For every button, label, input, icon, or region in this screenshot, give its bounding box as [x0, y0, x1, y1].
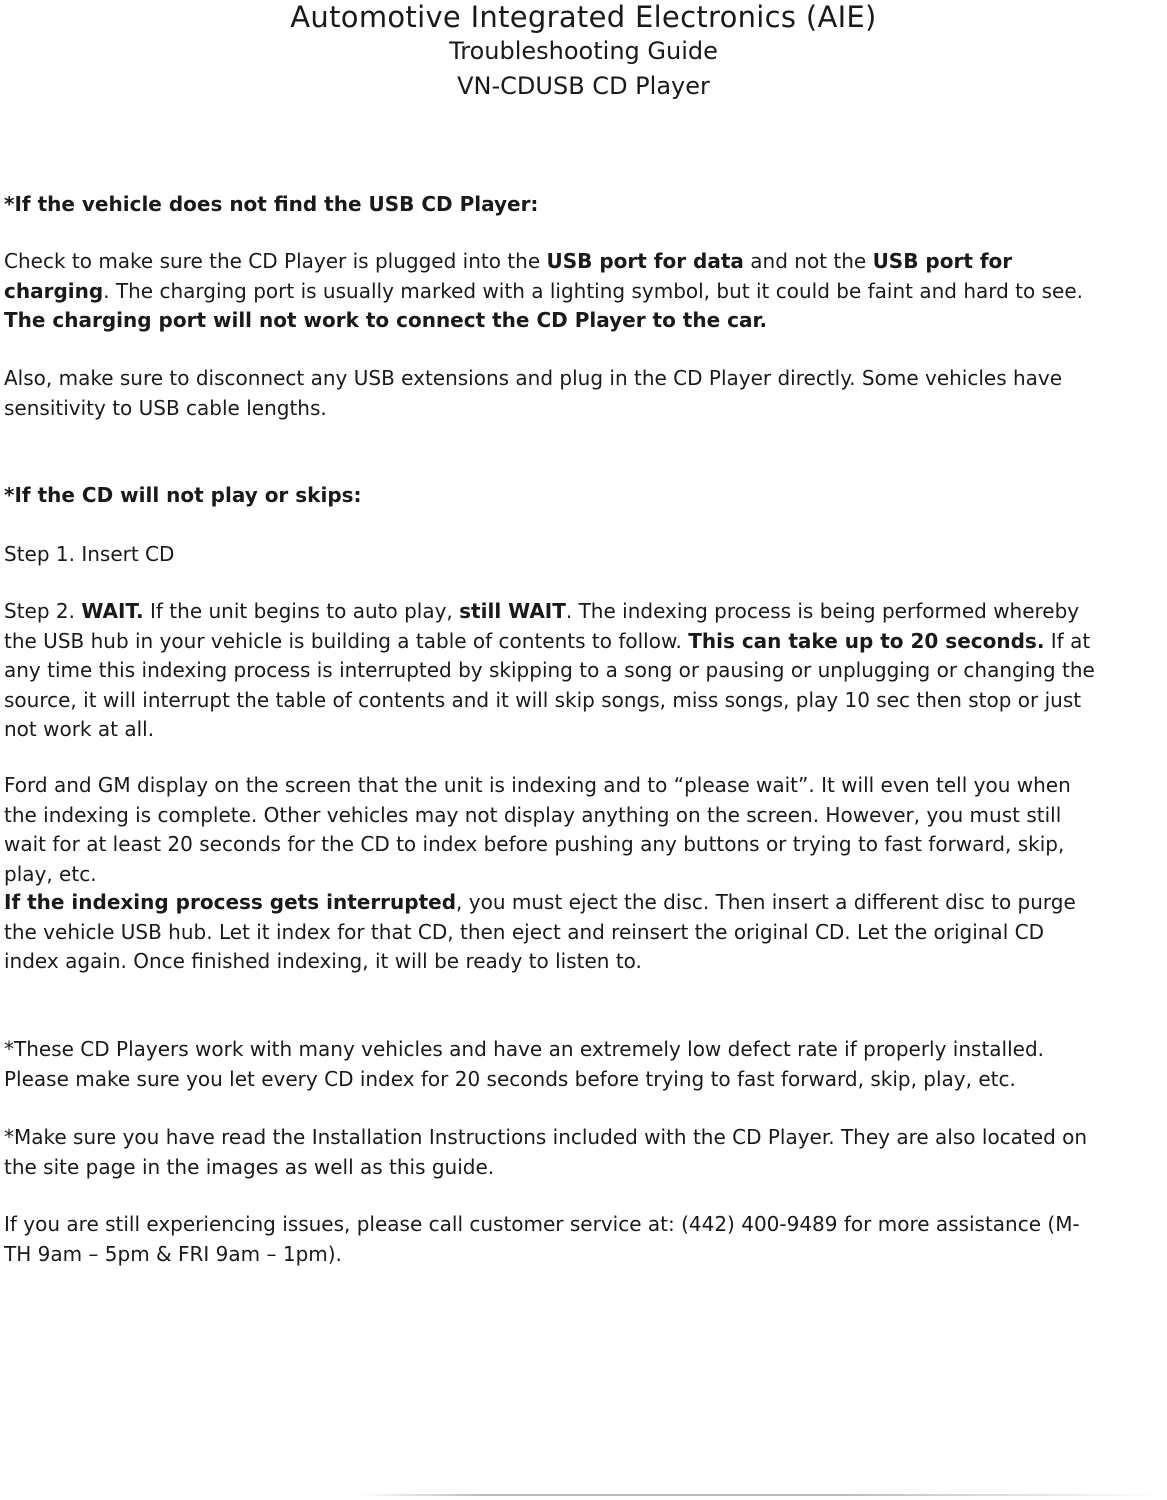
- document-subtitle: Troubleshooting Guide: [449, 37, 718, 65]
- text: . The indexing process is being performed whereby the USB hub in your vehicle is building a table of contents to follow.: [4, 599, 1080, 653]
- section-heading-usb-not-found: *If the vehicle does not find the USB CD Player:: [4, 192, 539, 216]
- note-customer-service: If you are still experiencing issues, please call customer service at: (442) 400-9489 for more assistance (M-TH 9am – 5pm & FRI 9am – 1pm).: [4, 1212, 1080, 1266]
- text: , you must eject the disc. Then insert a different disc to purge the vehicle USB hub. Let it index for that CD, then eject and reinsert the original CD. Let the original CD index again. Once finished indexing, it will be ready to listen to.: [4, 890, 1076, 973]
- bold-text: still WAIT: [459, 599, 566, 623]
- document-title: Automotive Integrated Electronics (AIE): [290, 0, 877, 34]
- bold-text: The charging port will not work to connect the CD Player to the car.: [4, 308, 768, 332]
- product-name: VN-CDUSB CD Player: [457, 72, 710, 100]
- paragraph-usb-extensions: Also, make sure to disconnect any USB extensions and plug in the CD Player directly. Some vehicles have sensitivity to USB cable lengths.: [4, 366, 1063, 420]
- bold-text: USB port for data: [546, 249, 744, 273]
- note-defect-rate: *These CD Players work with many vehicles and have an extremely low defect rate if properly installed. Please make sure you let every CD index for 20 seconds before trying to fast forward, skip, play, etc.: [4, 1037, 1045, 1091]
- text: Step 2.: [4, 599, 82, 623]
- note-installation: *Make sure you have read the Installation Instructions included with the CD Player. They are also located on the site page in the images as well as this guide.: [4, 1125, 1088, 1179]
- text: . The charging port is usually marked with a lighting symbol, but it could be faint and hard to see.: [103, 278, 1083, 303]
- document-header: [0, 0, 1167, 104]
- step-2: [4, 597, 1104, 745]
- bold-text: This can take up to 20 seconds.: [688, 628, 1045, 653]
- bold-text: If the indexing process gets interrupted: [4, 890, 457, 914]
- text: If at any time this indexing process is interrupted by skipping to a song or pausing or unplugging or changing the source, it will interrupt the table of contents and it will skip songs, miss songs, play 10 sec then stop or just not work at all.: [4, 628, 1095, 741]
- scan-artifact-line: [360, 1494, 1160, 1496]
- section-heading-cd-skips: *If the CD will not play or skips:: [4, 483, 362, 507]
- bold-text: WAIT.: [81, 599, 144, 623]
- text: If the unit begins to auto play,: [143, 599, 460, 623]
- paragraph-interrupted: [4, 888, 1104, 977]
- text: Check to make sure the CD Player is plugged into the: [4, 249, 547, 273]
- paragraph-usb-port: [4, 247, 1104, 336]
- bold-text: USB port for charging: [4, 249, 1013, 303]
- step-1: Step 1. Insert CD: [4, 542, 175, 566]
- text: and not the: [743, 249, 873, 273]
- paragraph-ford-gm: Ford and GM display on the screen that the unit is indexing and to “please wait”. It will even tell you when the indexing is complete. Other vehicles may not display anything on the screen. However, you must still wait for at least 20 seconds for the CD to index before pushing any buttons or trying to fast forward, skip, play, etc.: [4, 773, 1071, 886]
